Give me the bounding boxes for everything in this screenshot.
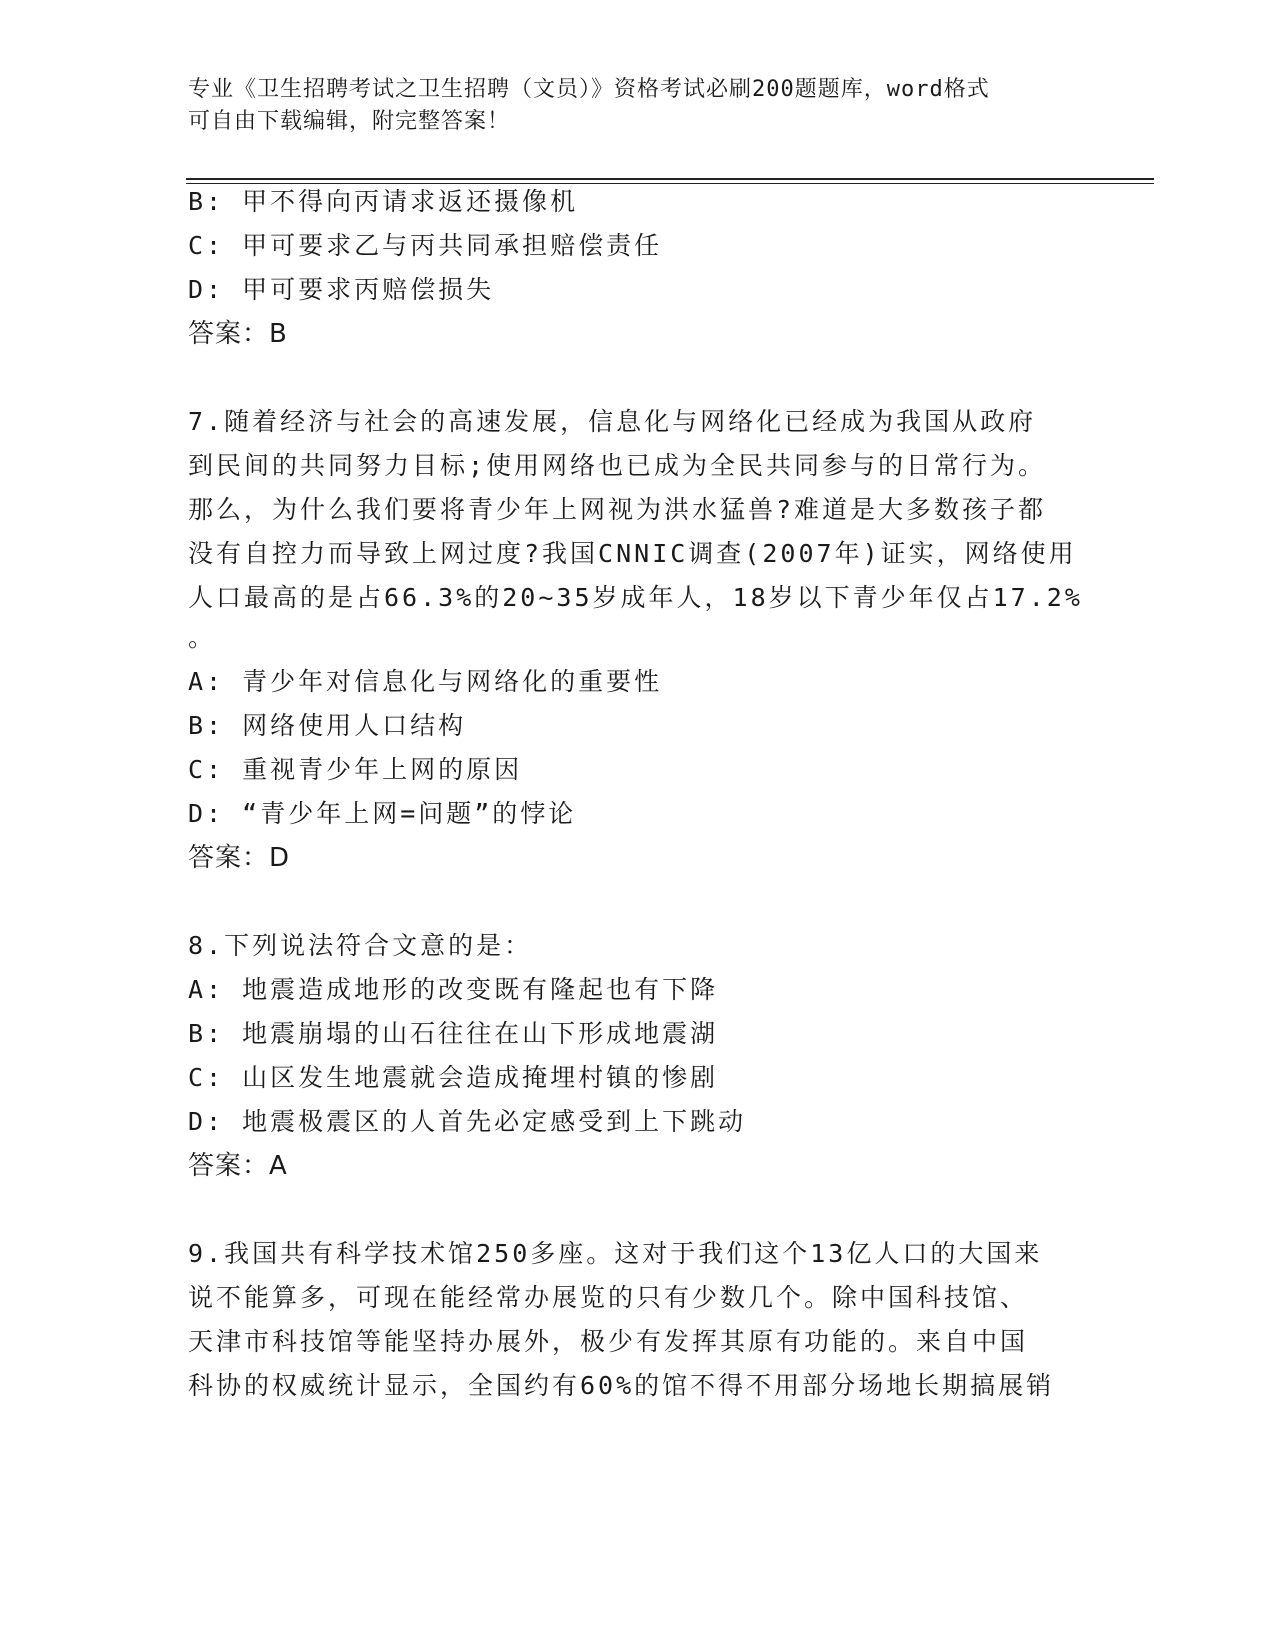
- q7-stem-line-6: 。: [188, 623, 217, 652]
- q8-option-c: C: 山区发生地震就会造成掩埋村镇的惨剧: [188, 1063, 719, 1092]
- header-divider: [186, 178, 1154, 184]
- q8-answer: 答案：A: [188, 1151, 288, 1181]
- q7-option-b: B: 网络使用人口结构: [188, 711, 467, 740]
- header-title-line-2: 可自由下载编辑，附完整答案！: [188, 109, 511, 134]
- q9-stem-line-1: 9.我国共有科学技术馆250多座。这对于我们这个13亿人口的大国来: [188, 1239, 1043, 1268]
- q9-stem-line-2: 说不能算多，可现在能经常办展览的只有少数几个。除中国科技馆、: [188, 1283, 1029, 1312]
- q7-option-d: D: “青少年上网=问题”的悖论: [188, 799, 577, 828]
- q6-option-c: C: 甲可要求乙与丙共同承担赔偿责任: [188, 231, 663, 260]
- q7-stem-line-4: 没有自控力而导致上网过度?我国CNNIC调查(2007年)证实，网络使用: [188, 539, 1077, 568]
- q7-stem-line-5: 人口最高的是占66.3%的20~35岁成年人，18岁以下青少年仅占17.2%: [188, 583, 1083, 612]
- q8-option-b: B: 地震崩塌的山石往往在山下形成地震湖: [188, 1019, 719, 1048]
- q8-option-a: A: 地震造成地形的改变既有隆起也有下降: [188, 975, 719, 1004]
- q7-option-a: A: 青少年对信息化与网络化的重要性: [188, 667, 663, 696]
- q6-option-b: B: 甲不得向丙请求返还摄像机: [188, 187, 579, 216]
- q9-stem-line-3: 天津市科技馆等能坚持办展外，极少有发挥其原有功能的。来自中国: [188, 1327, 1029, 1356]
- q7-stem-line-2: 到民间的共同努力目标;使用网络也已成为全民共同参与的日常行为。: [188, 451, 1047, 480]
- document-header: [188, 74, 1068, 138]
- q8-option-d: D: 地震极震区的人首先必定感受到上下跳动: [188, 1107, 747, 1136]
- q6-answer: 答案：B: [188, 319, 288, 349]
- header-title-line-1: 专业《卫生招聘考试之卫生招聘（文员）》资格考试必刷200题题库，word格式: [188, 77, 990, 102]
- q7-stem-line-3: 那么，为什么我们要将青少年上网视为洪水猛兽?难道是大多数孩子都: [188, 495, 1047, 524]
- q9-stem-line-4: 科协的权威统计显示，全国约有60%的馆不得不用部分场地长期搞展销: [188, 1371, 1055, 1400]
- q7-stem-line-1: 7.随着经济与社会的高速发展，信息化与网络化已经成为我国从政府: [188, 407, 1037, 436]
- q7-answer: 答案：D: [188, 843, 291, 873]
- q8-stem: 8.下列说法符合文意的是：: [188, 931, 533, 960]
- q6-option-d: D: 甲可要求丙赔偿损失: [188, 275, 495, 304]
- q7-option-c: C: 重视青少年上网的原因: [188, 755, 523, 784]
